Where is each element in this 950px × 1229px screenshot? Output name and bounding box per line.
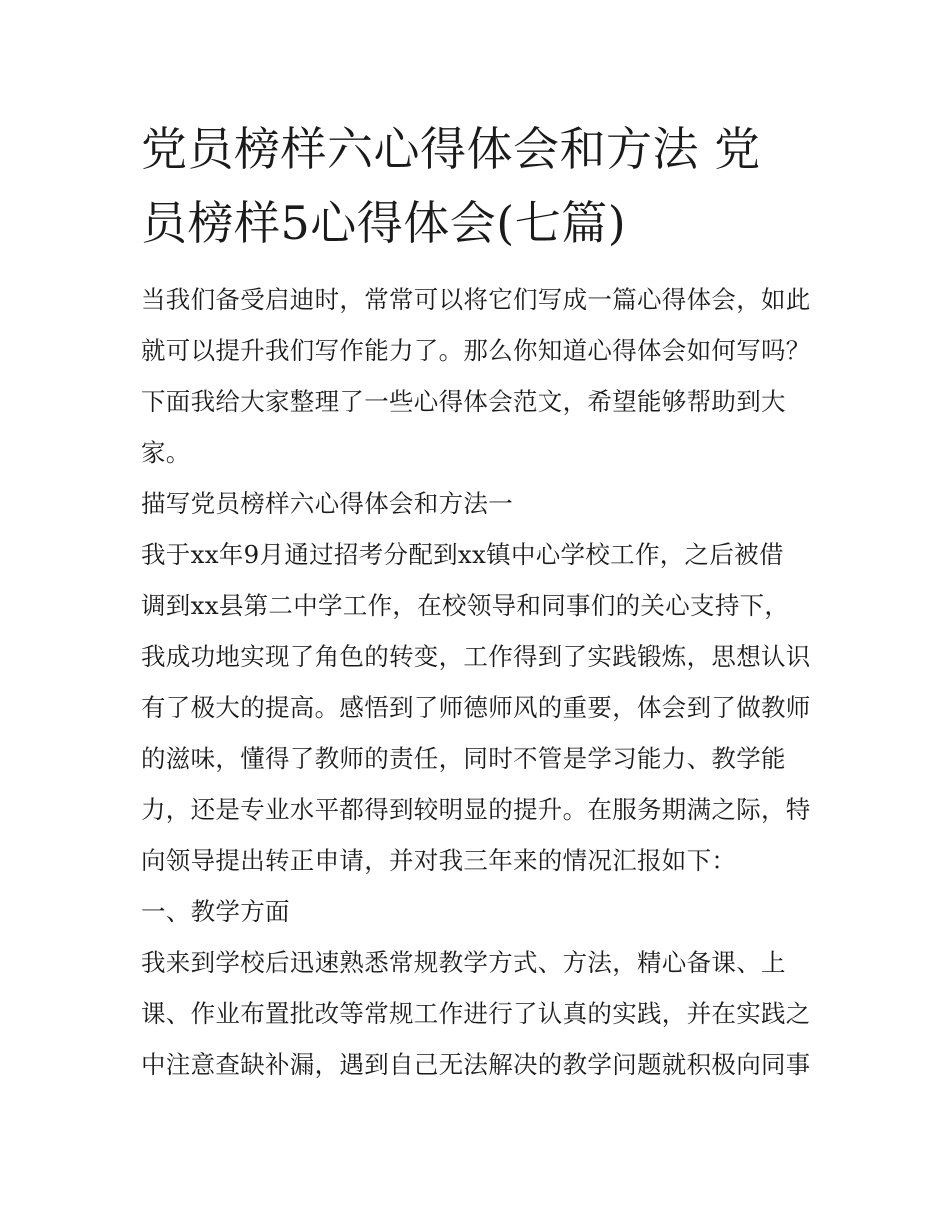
title-line: 党员榜样六心得体会和方法 党	[141, 122, 761, 176]
document-title	[141, 112, 813, 260]
section-heading	[141, 478, 813, 529]
text-line: 一、教学方面	[141, 897, 290, 926]
text-line: 我于xx年9月通过招考分配到xx镇中心学校工作，之后被借	[141, 540, 784, 569]
text-line: 下面我给大家整理了一些心得体会范文，希望能够帮助到大	[141, 387, 786, 416]
subsection-heading	[141, 886, 813, 937]
text-line: 课、作业布置批改等常规工作进行了认真的实践，并在实践之	[141, 999, 811, 1028]
document-content	[141, 112, 813, 1090]
text-line: 就可以提升我们写作能力了。那么你知道心得体会如何写吗？	[141, 336, 811, 365]
text-line: 我来到学校后迅速熟悉常规教学方式、方法，精心备课、上	[141, 948, 786, 977]
text-line: 调到xx县第二中学工作，在校领导和同事们的关心支持下，	[141, 591, 790, 620]
text-line: 有了极大的提高。感悟到了师德师风的重要，体会到了做教师	[141, 693, 811, 722]
title-line: 员榜样5心得体会(七篇)	[141, 196, 627, 250]
text-line: 当我们备受启迪时，常常可以将它们写成一篇心得体会，如此	[141, 285, 811, 314]
body-paragraph	[141, 529, 813, 886]
text-line: 我成功地实现了角色的转变，工作得到了实践锻炼，思想认识	[141, 642, 811, 671]
text-line: 描写党员榜样六心得体会和方法一	[141, 489, 513, 518]
text-line: 家。	[141, 438, 191, 467]
text-line: 的滋味，懂得了教师的责任，同时不管是学习能力、教学能	[141, 744, 786, 773]
text-line: 中注意查缺补漏，遇到自己无法解决的教学问题就积极向同事	[141, 1050, 811, 1079]
text-line: 力，还是专业水平都得到较明显的提升。在服务期满之际，特	[141, 795, 811, 824]
intro-paragraph	[141, 274, 813, 478]
text-line: 向领导提出转正申请，并对我三年来的情况汇报如下：	[141, 846, 737, 875]
body-paragraph	[141, 937, 813, 1090]
